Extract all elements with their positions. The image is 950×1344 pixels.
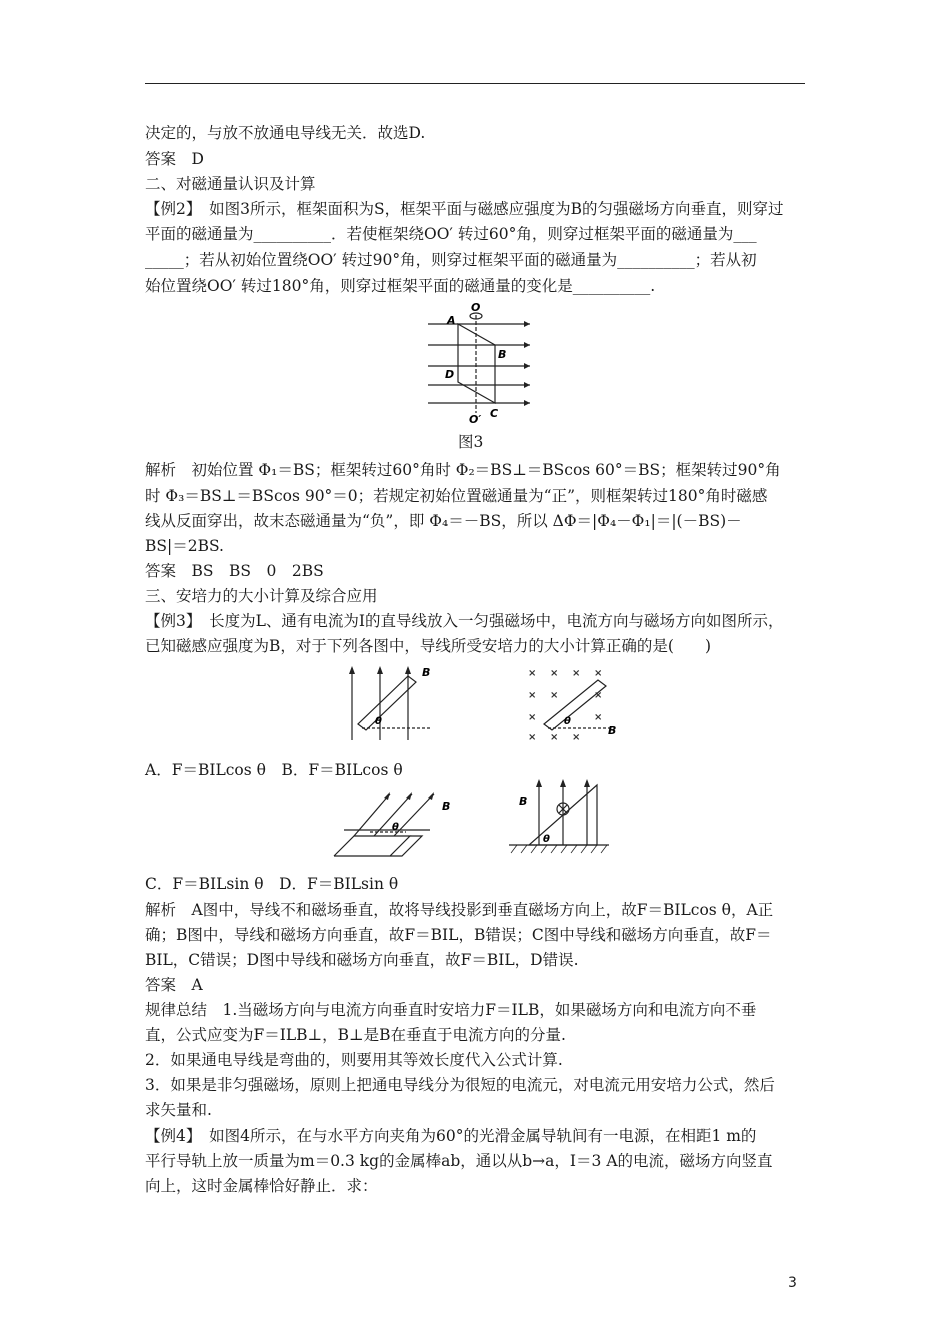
label-o: O: [471, 303, 481, 314]
label-b: B: [498, 348, 507, 361]
figure-c: [330, 790, 470, 860]
label-a: A: [447, 314, 456, 327]
cross-mark: ×: [528, 690, 537, 701]
text-line: 直，公式应变为F＝ILB⊥，B⊥是B在垂直于电流方向的分量.: [145, 1026, 566, 1044]
figure-b: [520, 662, 620, 744]
label-b: B: [442, 800, 451, 813]
text-line: 向上，这时金属棒恰好静止．求：: [145, 1177, 378, 1195]
text-line: 答案 D: [145, 150, 204, 168]
cross-mark: ×: [550, 668, 559, 679]
figure-a: [340, 662, 440, 742]
figure-3-caption: 图3: [458, 433, 484, 451]
text-line: 线从反面穿出，故末态磁通量为“负”，即 Φ₄＝－BS，所以 ΔΦ＝|Φ₄－Φ₁|＝|(－BS)－: [145, 512, 742, 530]
cross-mark: ×: [572, 668, 581, 679]
text-line: _____；若从初始位置绕OO′ 转过90°角，则穿过框架平面的磁通量为__________；若从初: [145, 251, 757, 269]
text-line: 时 Φ₃＝BS⊥＝BScos 90°＝0；若规定初始位置磁通量为“正”，则框架转过180°角时磁感: [145, 487, 768, 505]
label-theta: θ: [392, 822, 399, 833]
label-b: B: [608, 724, 617, 737]
figure-3: [425, 303, 535, 425]
text-line: 规律总结 1.当磁场方向与电流方向垂直时安培力F＝ILB，如果磁场方向和电流方向不垂: [145, 1001, 757, 1019]
text-line: 答案 A: [145, 976, 203, 994]
text-line: BIL，C错误；D图中导线和磁场方向垂直，故F＝BIL，D错误.: [145, 951, 579, 969]
cross-mark: ×: [528, 712, 537, 723]
label-theta: θ: [564, 716, 571, 727]
cross-mark: ×: [528, 668, 537, 679]
cross-mark: ×: [550, 690, 559, 701]
section-heading: 三、安培力的大小计算及综合应用: [145, 587, 378, 605]
cross-mark: ×: [594, 668, 603, 679]
text-line: 2．如果通电导线是弯曲的，则要用其等效长度代入公式计算.: [145, 1051, 563, 1069]
page-number: 3: [788, 1275, 797, 1291]
text-line: 求矢量和.: [145, 1101, 212, 1119]
label-o-prime: O′: [469, 413, 482, 425]
text-line: 3．如果是非匀强磁场，原则上把通电导线分为很短的电流元，对电流元用安培力公式，然后: [145, 1076, 775, 1094]
section-heading: 二、对磁通量认识及计算: [145, 175, 316, 193]
text-line: 【例2】 如图3所示，框架面积为S，框架平面与磁感应强度为B的匀强磁场方向垂直，则穿过: [145, 200, 784, 218]
text-line: 始位置绕OO′ 转过180°角，则穿过框架平面的磁通量的变化是__________.: [145, 277, 656, 295]
cross-mark: ×: [528, 732, 537, 743]
text-line: 解析 A图中，导线不和磁场垂直，故将导线投影到垂直磁场方向上，故F＝BILcos θ，A正: [145, 901, 774, 919]
text-line: 【例4】 如图4所示，在与水平方向夹角为60°的光滑金属导轨间有一电源，在相距1 m的: [145, 1127, 757, 1145]
option-line: C．F＝BILsin θ D．F＝BILsin θ: [145, 875, 399, 893]
label-theta: θ: [375, 716, 382, 727]
text-line: 解析 初始位置 Φ₁＝BS；框架转过60°角时 Φ₂＝BS⊥＝BScos 60°＝BS；框架转过90°角: [145, 461, 781, 479]
cross-mark: ×: [572, 732, 581, 743]
label-c: C: [490, 407, 499, 420]
label-d: D: [445, 368, 455, 381]
cross-mark: ×: [550, 732, 559, 743]
text-line: 答案 BS BS 0 2BS: [145, 562, 324, 580]
text-line: 平面的磁通量为__________．若使框架绕OO′ 转过60°角，则穿过框架平面的磁通量为___: [145, 225, 757, 243]
text-line: BS|＝2BS.: [145, 537, 224, 555]
text-line: 平行导轨上放一质量为m＝0.3 kg的金属棒ab，通以从b→a，I＝3 A的电流，磁场方向竖直: [145, 1152, 773, 1170]
cross-mark: ×: [594, 712, 603, 723]
label-b: B: [519, 795, 528, 808]
text-line: 已知磁感应强度为B，对于下列各图中，导线所受安培力的大小计算正确的是( ): [145, 637, 711, 655]
text-line: 确；B图中，导线和磁场方向垂直，故F＝BIL，B错误；C图中导线和磁场方向垂直，故F＝: [145, 926, 772, 944]
figure-d: [505, 775, 615, 857]
label-b: B: [422, 666, 431, 679]
text-line: 【例3】 长度为L、通有电流为I的直导线放入一匀强磁场中，电流方向与磁场方向如图所示，: [145, 612, 784, 630]
cross-mark: ×: [594, 690, 603, 701]
text-line: 决定的，与放不放通电导线无关．故选D.: [145, 124, 426, 142]
option-line: A．F＝BILcos θ B．F＝BILcos θ: [145, 761, 403, 779]
label-theta: θ: [543, 834, 550, 845]
header-rule: [145, 83, 805, 84]
